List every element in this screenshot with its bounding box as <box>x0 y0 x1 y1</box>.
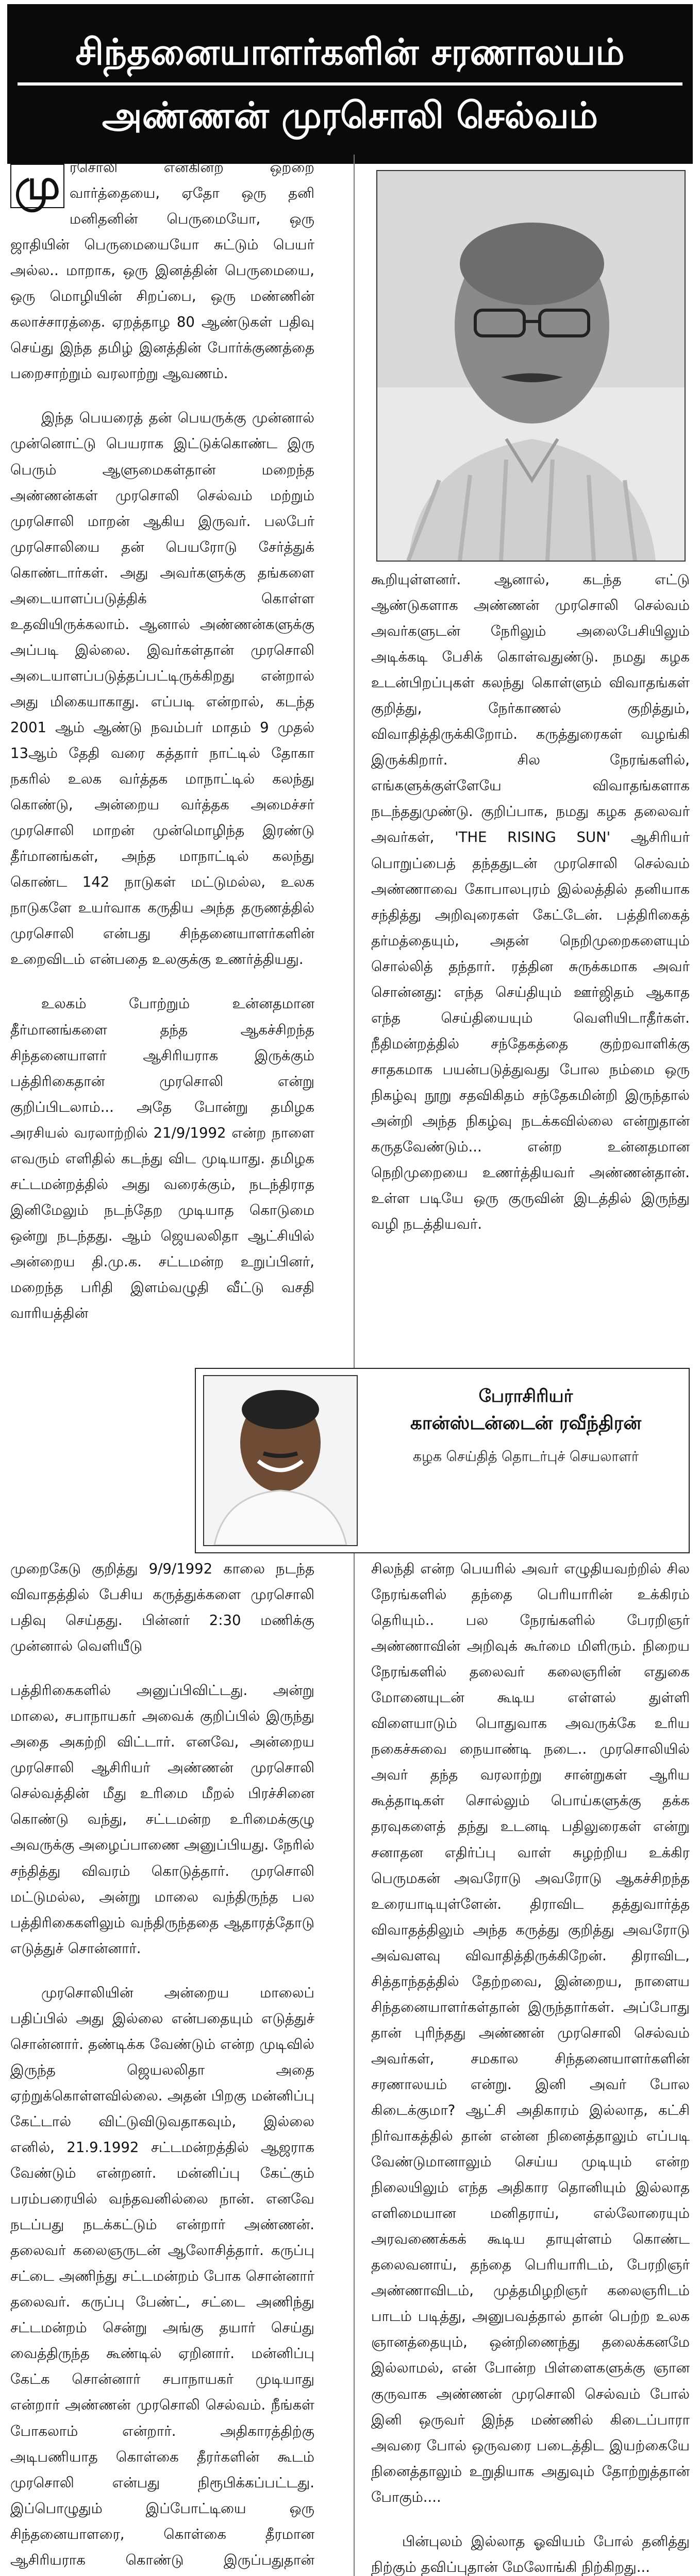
drop-cap: மு <box>10 164 64 208</box>
article-paragraph: கூறியுள்ளனர். ஆனால், கடந்த எட்டு ஆண்டுகளாக அண்ணன் முரசொலி செல்வம் அவர்களுடன் நேரிலும் அலைபேசியிலும் அடிக்கடி பேசிக் கொள்வதுண்டு. நமது கழக உடன்பிறப்புகள் கலந்து கொள்ளும் விவாதங்கள் குறித்து, நேர்காணல் குறித்தும், விவாதித்திருக்கிறோம். கருத்துரைகள் வழங்கி இருக்கிறார். சில நேரங்களில், எங்களுக்குள்ளேயே விவாதங்களாக நடந்ததுமுண்டு. குறிப்பாக, நமது கழக தலைவர் அவர்கள், 'THE RISING SUN' ஆசிரியர் பொறுப்பைத் தந்ததுடன் முரசொலி செல்வம் அண்ணாவை கோபாலபுரம் இல்லத்தில் தனியாக சந்தித்து அறிவுரைகள் கேட்டேன். பத்திரிகைத் தர்மத்தையும், அதன் நெறிமுறைகளையும் சொல்லித் தந்தார். ரத்தின சுருக்கமாக அவர் சொன்னது: எந்த செய்தியும் ஊர்ஜிதம் ஆகாத எந்த செய்தியையும் வெளியிடாதீர்கள். நீதிமன்றத்தில் சந்தேகத்தை குற்றவாளிக்கு சாதகமாக பயன்படுத்துவது போல நம்மை ஒரு நிகழ்வு நூறு சதவிகிதம் சந்தேகமின்றி இருந்தால் அன்றி அந்த நிகழ்வு நடக்கவில்லை என்றுதான் கருதவேண்டும்... என்ற உன்னதமான நெறிமுறையை உணர்த்தியவர் அண்ணன்தான். உள்ள படியே ஒரு குருவின் இடத்தில் இருந்து வழி நடத்தியவர். <box>371 571 690 1233</box>
article-paragraph: முறைகேடு குறித்து 9/9/1992 காலை நடந்த விவாதத்தில் பேசிய கருத்துக்களை முரசொலி பதிவு செய்தது. பின்னர் 2:30 மணிக்கு முன்னால் வெளியீடு <box>10 1561 314 1655</box>
portrait-of-author-icon <box>204 1376 357 1545</box>
column-divider <box>354 155 355 2576</box>
article-paragraph: பத்திரிகைகளில் அனுப்பிவிட்டது. அன்று மாலை, சபாநாயகர் அவைக் குறிப்பில் இருந்து அதை அகற்றி விட்டார். எனவே, அன்றைய முரசொலி ஆசிரியர் அண்ணன் முரசொலி செல்வத்தின் மீது உரிமை மீறல் பிரச்சினை கொண்டு வந்து, சட்டமன்ற உரிமைக்குழு அவருக்கு அழைப்பாணை அனுப்பியது. நேரில் சந்தித்து விவரம் கொடுத்தார். முரசொலி மட்டுமல்ல, அன்று மாலை வந்திருந்த பல பத்திரிகைகளிலும் வந்திருந்ததை ஆதாரத்தோடு எடுத்துச் சொன்னார். <box>10 1682 314 1957</box>
headline-divider <box>18 82 682 86</box>
author-name: கான்ஸ்டன்டைன் ரவீந்திரன் <box>410 1413 642 1434</box>
article-paragraph: முரசொலியின் அன்றைய மாலைப் பதிப்பில் அது இல்லை என்பதையும் எடுத்துச் சொன்னார். தண்டிக்க வேண்டும் என்ற முடிவில் இருந்த ஜெயலலிதா அதை ஏற்றுக்கொள்ளவில்லை. அதன் பிறகு மன்னிப்பு கேட்டால் விட்டுவிடுவதாகவும், இல்லை எனில், 21.9.1992 சட்டமன்றத்தில் ஆஜராக வேண்டும் என்றனர். மன்னிப்பு கேட்கும் பரம்பரையில் வந்தவனில்லை நான். எனவே நடப்பது நடக்கட்டும் என்றார் அண்ணன். தலைவர் கலைஞருடன் ஆலோசித்தார். கருப்பு சட்டை அணிந்து சட்டமன்றம் போக சொன்னார் தலைவர். கருப்பு பேண்ட், சட்டை அணிந்து சட்டமன்றம் சென்று அங்கு தயார் செய்து வைத்திருந்த கூண்டில் ஏறினார். மன்னிப்பு கேட்க சொன்னார் சபாநாயகர் முடியாது என்றார் அண்ணன் முரசொலி செல்வம். நீங்கள் போகலாம் என்றார். அதிகாரத்திற்கு அடிபணியாத கொள்கை தீரர்களின் கூடம் முரசொலி என்பது நிரூபிக்கப்பட்டது. இப்பொழுதும் இப்போட்டியை ஒரு சிந்தனையாளரை, கொள்கை தீரமான ஆசிரியராக கொண்டு இருப்பதுதான் <box>10 1984 314 2568</box>
article-paragraph: மு ரசொலி என்கின்ற ஒற்றை வார்த்தையை, ஏதோ ஒரு தனி மனிதனின் பெருமையோ, ஒரு ஜாதியின் பெருமையையோ சுட்டும் பெயர் அல்ல.. மாறாக, ஒரு இனத்தின் பெருமையை, ஒரு மொழியின் சிறப்பை, ஒரு மண்ணின் கலாச்சாரத்தை. ஏறத்தாழ 80 ஆண்டுகள் பதிவு செய்து இந்த தமிழ் இனத்தின் போர்க்குணத்தை பறைசாற்றும் வரலாற்று ஆவணம். <box>10 159 314 382</box>
main-portrait-photo <box>376 170 686 562</box>
headline-line-1: சிந்தனையாளர்களின் சரணாலயம் <box>75 30 625 73</box>
author-designation: கழக செய்தித் தொடர்புச் செயலாளர் <box>412 1449 639 1465</box>
article-right-column-upper <box>371 567 690 1365</box>
author-byline-box <box>195 1368 690 1553</box>
author-title: பேராசிரியர் <box>478 1386 573 1406</box>
article-paragraph: உலகம் போற்றும் உன்னதமான தீர்மானங்களை தந்த ஆகச்சிறந்த சிந்தனையாளர் ஆசிரியராக இருக்கும் பத்திரிகைதான் முரசொலி என்று குறிப்பிடலாம்... அதே போன்று தமிழக அரசியல் வரலாற்றில் 21/9/1992 என்ற நாளை எவரும் எளிதில் கடந்து விட முடியாது. தமிழக சட்டமன்றத்தில் அது வரைக்கும், நடந்திராத இனிமேலும் நடந்தேற முடியாத கொடுமை ஒன்று நடந்தது. ஆம் ஜெயலலிதா ஆட்சியில் அன்றைய தி.மு.க. சட்டமன்ற உறுப்பினர், மறைந்த பரிதி இளம்வழுதி வீட்டு வசதி வாரியத்தின் <box>10 995 314 1322</box>
article-paragraph: சிலந்தி என்ற பெயரில் அவர் எழுதியவற்றில் சில நேரங்களில் தந்தை பெரியாரின் உக்கிரம் தெரியும்.. பல நேரங்களில் பேரறிஞர் அண்ணாவின் அறிவுக் கூர்மை மிளிரும். நிறைய நேரங்களில் தலைவர் கலைஞரின் எதுகை மோனையுடன் கூடிய எள்ளல் துள்ளி விளையாடும் பொதுவாக அவருக்கே உரிய நகைச்சுவை நையாண்டி நடை.. முரசொலியில் அவர் தந்த வரலாற்று சான்றுகள் ஆரிய கூத்தாடிகள் சொல்லும் பொய்களுக்கு தக்க தரவுகளைத் தந்து உடனடி பதிலுரைகள் என்று சனாதன எதிர்ப்பு வாள் சுழற்றிய உக்கிர பெருமகன் அவரோடு அவரோடு ஆகச்சிறந்த உரையாடியுள்ளேன். திராவிட தத்துவார்த்த விவாதத்திலும் அந்த கருத்து குறித்து அவரோடு அவ்வளவு விவாதித்திருக்கிறேன். திராவிட, சித்தாந்தத்தில் தேற்றவை, இன்றைய, நாளைய சிந்தனையாளர்கள்தான் இருந்தார்கள். அப்போது தான் புரிந்தது அண்ணன் முரசொலி செல்வம் அவர்கள், சமகால சிந்தனையாளர்களின் சரணாலயம் என்று. இனி அவர் போல கிடைக்குமா? ஆட்சி அதிகாரம் இல்லாத, கட்சி நிர்வாகத்தில் தான் என்ன நினைத்தாலும் எப்படி வேண்டுமானாலும் செய்ய முடியும் என்ற நிலையிலும் எந்த அதிகார தொனியும் இல்லாத எளிமையான மனிதராய், எல்லோரையும் அரவணைக்கக் கூடிய தாயுள்ளம் கொண்ட தலைவனாய், தந்தை பெரியாரிடம், பேரறிஞர் அண்ணாவிடம், முத்தமிழறிஞர் கலைஞரிடம் பாடம் படித்து, அனுபவத்தால் தான் பெற்ற உலக ஞானத்தையும், ஒன்றிணைந்து தலைக்கனமே இல்லாமல், என் போன்ற பிள்ளைகளுக்கு ஞான குருவாக அண்ணன் முரசொலி செல்வம் போல் இனி ஒருவர் இந்த மண்ணில் கிடைப்பாரா அவரை போல் ஒருவரை படைத்திட இயற்கையே நினைத்தாலும் உறுதியாக அதுவும் தோற்றுத்தான் போகும்.... <box>371 1561 690 2505</box>
article-paragraph: இந்த பெயரைத் தன் பெயருக்கு முன்னால் முன்னொட்டு பெயராக இட்டுக்கொண்ட இரு பெரும் ஆளுமைகள்தான் மறைந்த அண்ணன்கள் முரசொலி செல்வம் மற்றும் முரசொலி மாறன் ஆகிய இருவர். பலபேர் முரசொலியை தன் பெயரோடு சேர்த்துக் கொண்டார்கள். அது அவர்களுக்கு தங்களை அடையாளப்படுத்திக் கொள்ள உதவியிருக்கலாம். ஆனால் அண்ணன்களுக்கு அப்படி இல்லை. இவர்கள்தான் முரசொலி அடையாளப்படுத்தப்பட்டிருக்கிறது என்றால் அது மிகையாகாது. எப்படி என்றால், கடந்த 2001 ஆம் ஆண்டு நவம்பர் மாதம் 9 முதல் 13ஆம் தேதி வரை கத்தார் நாட்டில் தோகா நகரில் உலக வர்த்தக மாநாட்டில் கலந்து கொண்டு, அன்றைய வர்த்தக அமைச்சர் முரசொலி மாறன் முன்மொழிந்த இரண்டு தீர்மானங்கள், அந்த மாநாட்டில் கலந்து கொண்ட 142 நாடுகள் மட்டுமல்ல, உலக நாடுகளே உயர்வாக கருதிய அந்த தருணத்தில் முரசொலி என்பது சிந்தனையாளர்களின் உறைவிடம் என்பதை உலகுக்கு உணர்த்தியது. <box>10 410 314 968</box>
headline-banner <box>7 4 693 164</box>
author-photo <box>203 1375 358 1546</box>
article-paragraph: பின்புலம் இல்லாத ஓவியம் போல் தனித்து நிற்கும் தவிப்புதான் மேலோங்கி நிற்கிறது... <box>371 2533 690 2575</box>
headline-line-2: அண்ணன் முரசொலி செல்வம் <box>102 94 598 137</box>
portrait-of-murasoli-selvam-icon <box>377 171 685 561</box>
article-left-column-upper <box>10 155 314 1365</box>
article-right-column-lower <box>371 1556 690 2576</box>
article-left-column-lower <box>10 1556 314 2576</box>
